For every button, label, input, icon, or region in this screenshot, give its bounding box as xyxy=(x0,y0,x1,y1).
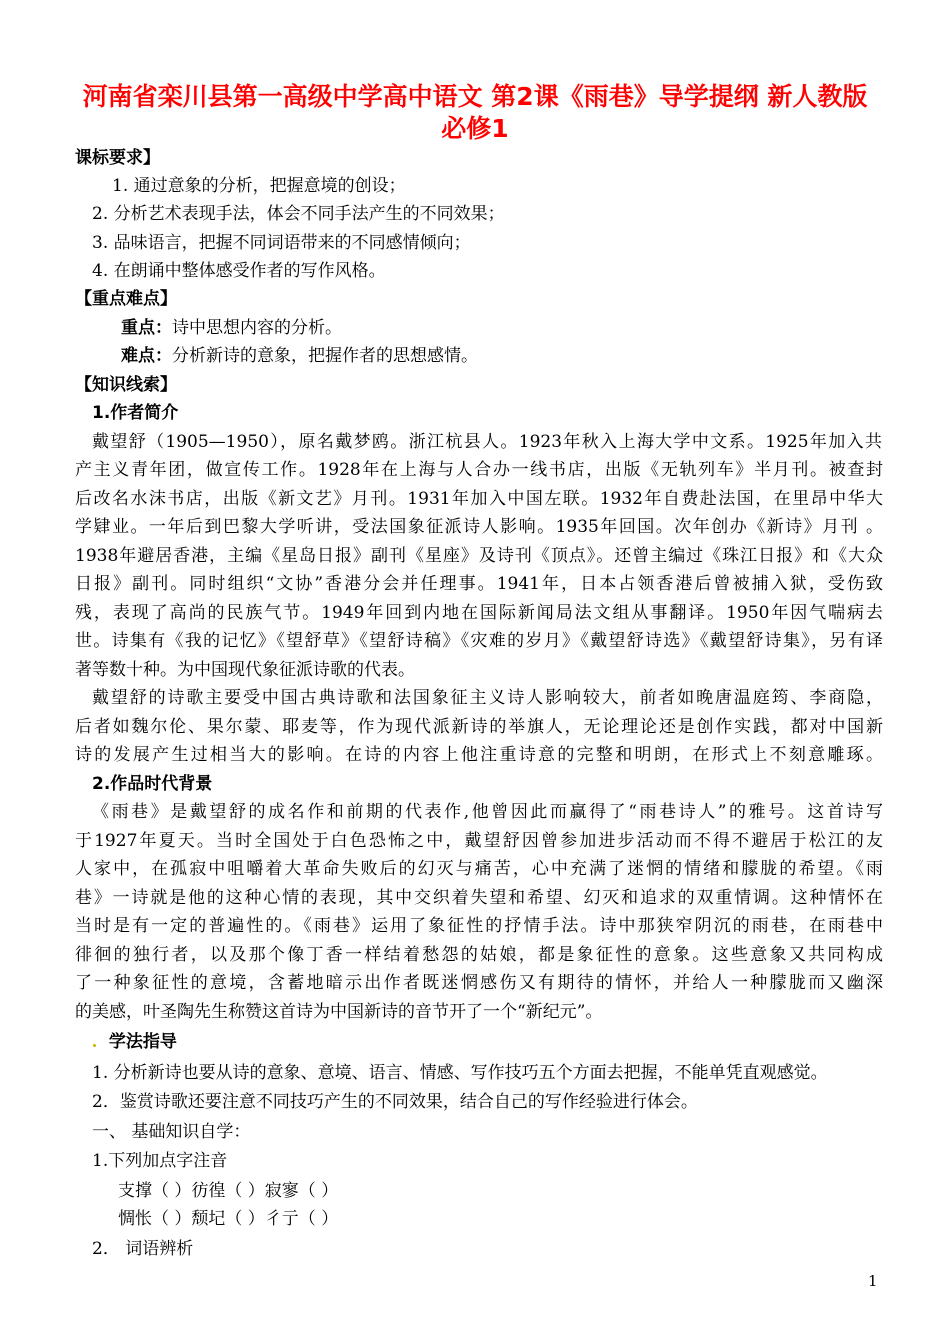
influence-line: 戴望舒的诗歌主要受中国古典诗歌和法国象征主义诗人影响较大，前者如晚唐温庭筠、李商隐， xyxy=(92,688,883,708)
document-title-line-1: 河南省栾川县第一高级中学高中语文 第2课《雨巷》导学提纲 新人教版 xyxy=(82,82,868,111)
curriculum-item-2: 2. 分析艺术表现手法，体会不同手法产生的不同效果； xyxy=(92,204,505,224)
difficulty-text: 分析新诗的意象，把握作者的思想感情。 xyxy=(172,346,478,366)
author-line: 残，表现了高尚的民族气节。1949年回到内地在国际新闻局法文组从事翻译。1950年因气喘病去 xyxy=(75,603,883,623)
author-line: 1938年避居香港，主编《星岛日报》副刊《星座》及诗刊《顶点》。还曾主编过《珠江日报》和《大众 xyxy=(75,546,883,566)
knowledge-heading: 【知识线索】 xyxy=(75,375,177,395)
study-method-item-2: 2．鉴赏诗歌还要注意不同技巧产生的不同效果，结合自己的写作经验进行体会。 xyxy=(92,1092,698,1112)
author-heading: 1.作者简介 xyxy=(92,403,179,423)
difficulty-line xyxy=(121,345,478,367)
q1-row-2: 惆怅（ ）颓圮（ ）彳亍（ ） xyxy=(118,1209,339,1229)
background-line: 徘徊的独行者，以及那个像丁香一样结着愁怨的姑娘，都是象征性的意象。这些意象又共同构成 xyxy=(75,945,883,965)
background-line: 的美感，叶圣陶先生称赞这首诗为中国新诗的音节开了一个“新纪元”。 xyxy=(75,1002,603,1022)
document-title-line-2: 必修1 xyxy=(441,114,509,143)
q2-heading: 2． 词语辨析 xyxy=(92,1239,194,1259)
key-points-heading: 【重点难点】 xyxy=(75,289,177,309)
marker-dot xyxy=(93,1044,96,1047)
author-line: 日报》副刊。同时组织“文协”香港分会并任理事。1941年，日本占领香港后曾被捕入狱，受伤致 xyxy=(75,574,883,594)
background-line: 巷》一诗就是他的这种心情的表现，其中交织着失望和希望、幻灭和追求的双重情调。这种情怀在 xyxy=(75,888,883,908)
key-point-text: 诗中思想内容的分析。 xyxy=(172,318,342,338)
q1-heading: 1.下列加点字注音 xyxy=(92,1151,228,1171)
key-point-label: 重点： xyxy=(121,318,172,338)
curriculum-item-4: 4. 在朗诵中整体感受作者的写作风格。 xyxy=(92,261,386,281)
difficulty-label: 难点： xyxy=(121,346,172,366)
influence-line: 诗的发展产生过相当大的影响。在诗的内容上他注重诗意的完整和明朗，在形式上不刻意雕琢。 xyxy=(75,745,883,765)
author-line: 产主义青年团，做宣传工作。1928年在上海与人合办一线书店，出版《无轨列车》半月刊。被查封 xyxy=(75,460,883,480)
self-study-heading: 一、 基础知识自学： xyxy=(92,1122,251,1142)
key-point-line xyxy=(121,317,342,339)
background-line: 《雨巷》是戴望舒的成名作和前期的代表作,他曾因此而赢得了“雨巷诗人”的雅号。这首诗写 xyxy=(92,802,883,822)
background-line: 人家中，在孤寂中咀嚼着大革命失败后的幻灭与痛苦，心中充满了迷惘的情绪和朦胧的希望。《雨 xyxy=(75,859,883,879)
background-line: 当时是有一定的普遍性的。《雨巷》运用了象征性的抒情手法。诗中那狭窄阴沉的雨巷，在雨巷中 xyxy=(75,916,883,936)
background-line: 于1927年夏天。当时全国处于白色恐怖之中，戴望舒因曾参加进步活动而不得不避居于松江的友 xyxy=(75,831,883,851)
author-line: 著等数十种。为中国现代象征派诗歌的代表。 xyxy=(75,660,415,680)
background-heading: 2.作品时代背景 xyxy=(92,774,213,794)
study-method-item-1: 1. 分析新诗也要从诗的意象、意境、语言、情感、写作技巧五个方面去把握，不能单凭直观感觉。 xyxy=(92,1063,828,1083)
author-line: 世。诗集有《我的记忆》《望舒草》《望舒诗稿》《灾难的岁月》《戴望舒诗选》《戴望舒诗集》，另有译 xyxy=(75,631,883,651)
curriculum-heading: 课标要求】 xyxy=(75,148,160,168)
curriculum-item-1: 1. 通过意象的分析，把握意境的创设； xyxy=(112,176,406,196)
q1-row-1: 支撑（ ）彷徨（ ）寂寥（ ） xyxy=(118,1181,339,1201)
author-line: 学肄业。一年后到巴黎大学听讲，受法国象征派诗人影响。1935年回国。次年创办《新诗》月刊 。 xyxy=(75,517,883,537)
background-line: 了一种象征性的意境，含蓄地暗示出作者既迷惘感伤又有期待的情怀，并给人一种朦胧而又幽深 xyxy=(75,973,883,993)
study-method-heading xyxy=(92,1031,177,1053)
influence-line: 后者如魏尔伦、果尔蒙、耶麦等，作为现代派新诗的举旗人，无论理论还是创作实践，都对中国新 xyxy=(75,717,883,737)
study-method-heading-text: 学法指导 xyxy=(108,1032,177,1052)
page-number: 1 xyxy=(868,1272,878,1290)
author-line: 后改名水沫书店，出版《新文艺》月刊。1931年加入中国左联。1932年自费赴法国，在里昂中华大 xyxy=(75,489,883,509)
author-line: 戴望舒（1905—1950），原名戴梦鸥。浙江杭县人。1923年秋入上海大学中文系。1925年加入共 xyxy=(92,432,882,452)
curriculum-item-3: 3. 品味语言，把握不同词语带来的不同感情倾向； xyxy=(92,233,471,253)
